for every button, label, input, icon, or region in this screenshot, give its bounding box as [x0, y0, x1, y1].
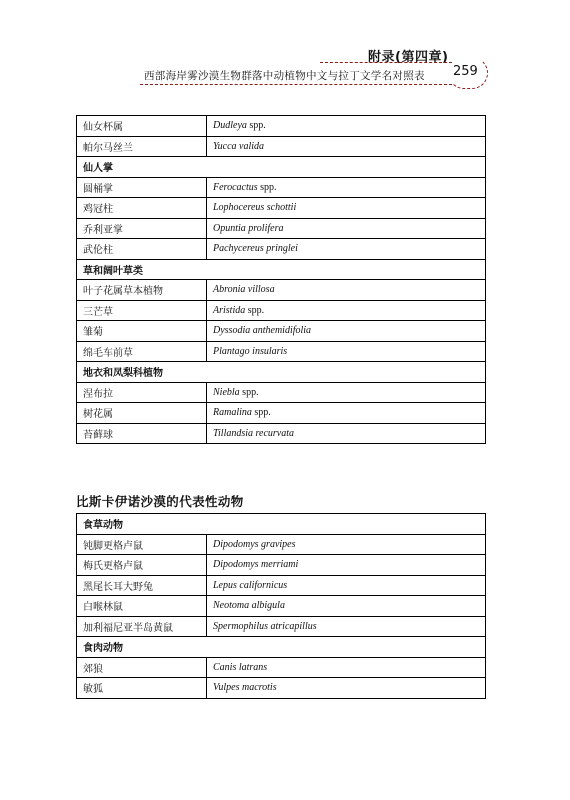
latin-name: Dyssodia anthemidifolia	[213, 325, 312, 337]
category-row	[77, 157, 486, 178]
latin-name-cell	[207, 300, 486, 321]
category-row	[77, 259, 486, 280]
latin-name-cell	[207, 341, 486, 362]
table-row	[77, 300, 486, 321]
latin-name: Dipodomys gravipes	[213, 538, 296, 550]
latin-name-cell	[207, 136, 486, 157]
latin-name-cell	[207, 198, 486, 219]
latin-name: Lepus californicus	[213, 579, 288, 591]
table-row	[77, 218, 486, 239]
chinese-name: 帕尔马丝兰	[77, 136, 207, 157]
header-dashed-rule	[320, 62, 452, 63]
chinese-name: 郊狼	[77, 657, 207, 678]
latin-name-cell	[207, 403, 486, 424]
latin-name-cell	[207, 534, 486, 555]
latin-name: Yucca valida	[213, 140, 265, 152]
latin-name-cell	[207, 575, 486, 596]
category-row	[77, 637, 486, 658]
latin-name: Aristida	[213, 304, 246, 316]
latin-suffix: spp.	[245, 304, 265, 316]
table-row	[77, 657, 486, 678]
table-row	[77, 341, 486, 362]
latin-name: Pachycereus pringlei	[213, 243, 298, 255]
latin-name: Abronia villosa	[213, 284, 275, 296]
category-label: 仙人掌	[77, 157, 486, 178]
chinese-name: 涅布拉	[77, 382, 207, 403]
table-row	[77, 198, 486, 219]
latin-suffix: spp.	[239, 386, 259, 398]
latin-name-cell	[207, 423, 486, 444]
table-row	[77, 678, 486, 699]
chinese-name: 鸡冠柱	[77, 198, 207, 219]
latin-name: Spermophilus atricapillus	[213, 620, 317, 632]
latin-name-cell	[207, 678, 486, 699]
table-row	[77, 423, 486, 444]
category-label: 地衣和凤梨科植物	[77, 362, 486, 383]
latin-name: Lophocereus schottii	[213, 202, 297, 214]
chinese-name: 树花属	[77, 403, 207, 424]
header-underline	[140, 84, 452, 85]
chinese-name: 雏菊	[77, 321, 207, 342]
running-title: 西部海岸雾沙漠生物群落中动植物中文与拉丁文学名对照表	[144, 70, 425, 82]
chinese-name: 白喉林鼠	[77, 596, 207, 617]
latin-name: Opuntia prolifera	[213, 222, 284, 234]
chinese-name: 绵毛车前草	[77, 341, 207, 362]
table-row	[77, 616, 486, 637]
chinese-name: 钝脚更格卢鼠	[77, 534, 207, 555]
latin-name: Ramalina	[213, 407, 252, 419]
category-row	[77, 362, 486, 383]
chinese-name: 仙女杯属	[77, 116, 207, 137]
latin-name: Ferocactus	[213, 181, 258, 193]
latin-name: Niebla	[213, 386, 240, 398]
latin-name-cell	[207, 239, 486, 260]
table-row	[77, 177, 486, 198]
latin-name: Dudleya	[213, 120, 247, 132]
latin-name: Neotoma albigula	[213, 600, 285, 612]
chinese-name: 武伦柱	[77, 239, 207, 260]
table-row	[77, 280, 486, 301]
chinese-name: 叶子花属草本植物	[77, 280, 207, 301]
page-number: 259	[453, 64, 478, 79]
latin-name-cell	[207, 218, 486, 239]
latin-name: Canis latrans	[213, 661, 268, 673]
category-label: 草和阔叶草类	[77, 259, 486, 280]
table-row	[77, 116, 486, 137]
latin-name-cell	[207, 321, 486, 342]
latin-name-cell	[207, 382, 486, 403]
chinese-name: 圆桶掌	[77, 177, 207, 198]
chinese-name: 三芒草	[77, 300, 207, 321]
table-row	[77, 382, 486, 403]
chapter-label: 附录(第四章)	[368, 50, 449, 65]
animal-name-table	[76, 513, 486, 699]
chinese-name: 乔利亚掌	[77, 218, 207, 239]
chinese-name: 黑尾长耳大野兔	[77, 575, 207, 596]
category-label: 食肉动物	[77, 637, 486, 658]
latin-suffix: spp.	[257, 181, 277, 193]
latin-name: Vulpes macrotis	[213, 682, 277, 694]
latin-suffix: spp.	[246, 120, 266, 132]
plant-name-table	[76, 115, 486, 444]
table-row	[77, 596, 486, 617]
table-row	[77, 321, 486, 342]
latin-name-cell	[207, 116, 486, 137]
latin-name: Dipodomys merriami	[213, 559, 299, 571]
latin-suffix: spp.	[251, 407, 271, 419]
latin-name-cell	[207, 616, 486, 637]
chinese-name: 敏狐	[77, 678, 207, 699]
latin-name-cell	[207, 177, 486, 198]
category-label: 食草动物	[77, 514, 486, 535]
category-row	[77, 514, 486, 535]
table-row	[77, 575, 486, 596]
latin-name-cell	[207, 657, 486, 678]
table-row	[77, 136, 486, 157]
latin-name-cell	[207, 596, 486, 617]
latin-name: Tillandsia recurvata	[213, 427, 295, 439]
section-heading: 比斯卡伊诺沙漠的代表性动物	[76, 494, 244, 509]
latin-name-cell	[207, 280, 486, 301]
table-row	[77, 555, 486, 576]
latin-name: Plantago insularis	[213, 345, 288, 357]
chinese-name: 苔藓球	[77, 423, 207, 444]
chinese-name: 加利福尼亚半岛黄鼠	[77, 616, 207, 637]
table-row	[77, 534, 486, 555]
table-row	[77, 239, 486, 260]
latin-name-cell	[207, 555, 486, 576]
chinese-name: 梅氏更格卢鼠	[77, 555, 207, 576]
table-row	[77, 403, 486, 424]
